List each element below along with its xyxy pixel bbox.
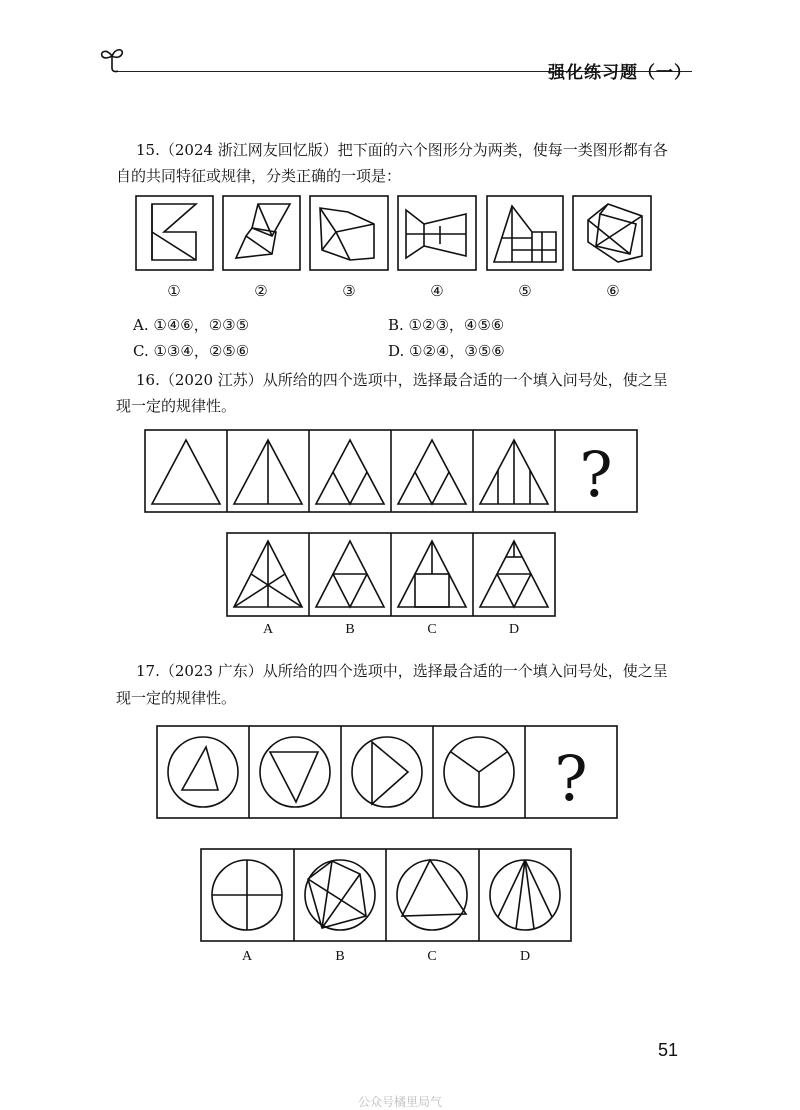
q17-seq-2 [260,737,330,807]
q15-text-line1: 15.（2024 浙江网友回忆版）把下面的六个图形分为两类，使每一类图形都有各 [136,141,668,159]
q15-label-3: ③ [342,282,356,300]
q17-option-b-figure [305,860,375,930]
q16-question-mark: ? [579,438,613,511]
q16-letter-b: B [345,622,355,637]
q15-label-4: ④ [430,282,444,300]
q17-letter-d: D [519,949,531,964]
q15-option-a: A. ①④⑥，②③⑤ [133,316,250,334]
q15-label-2: ② [254,282,268,300]
q15-text-line2: 自的共同特征或规律，分类正确的一项是： [116,167,402,185]
page-number: 51 [657,1040,678,1060]
q17-seq-1 [168,737,238,807]
q15-option-d: D. ①②④，③⑤⑥ [388,342,505,360]
q15-label-1: ① [167,282,181,300]
q17-option-c-figure [397,860,467,930]
q17-seq-3 [352,737,422,807]
q17-letter-c: C [427,949,437,964]
q17-option-d-figure [490,860,560,930]
q17-seq-4 [444,737,514,807]
header-title: 强化练习题（一） [548,63,692,83]
q17-letter-b: B [335,949,345,964]
q17-option-a-figure [212,860,282,930]
q17-answer-row [201,849,571,941]
q17-text-line1: 17.（2023 广东）从所给的四个选项中，选择最合适的一个填入问号处，使之呈 [136,662,668,680]
q17-letter-a: A [241,949,253,964]
q16-letter-c: C [427,622,437,637]
q17-sequence-row [157,726,617,818]
q17-question-mark: ? [554,742,588,815]
q15-label-5: ⑤ [518,282,532,300]
q15-label-6: ⑥ [606,282,620,300]
q16-text-line1: 16.（2020 江苏）从所给的四个选项中，选择最合适的一个填入问号处，使之呈 [136,371,668,389]
q15-option-c: C. ①③④，②⑤⑥ [133,342,250,360]
watermark: 公众号橘里局气 [357,1095,442,1109]
q16-letter-a: A [262,622,274,637]
q16-letter-d: D [508,622,520,637]
q17-text-line2: 现一定的规律性。 [116,689,237,707]
q15-option-b: B. ①②③，④⑤⑥ [388,316,505,334]
q16-text-line2: 现一定的规律性。 [116,397,237,415]
